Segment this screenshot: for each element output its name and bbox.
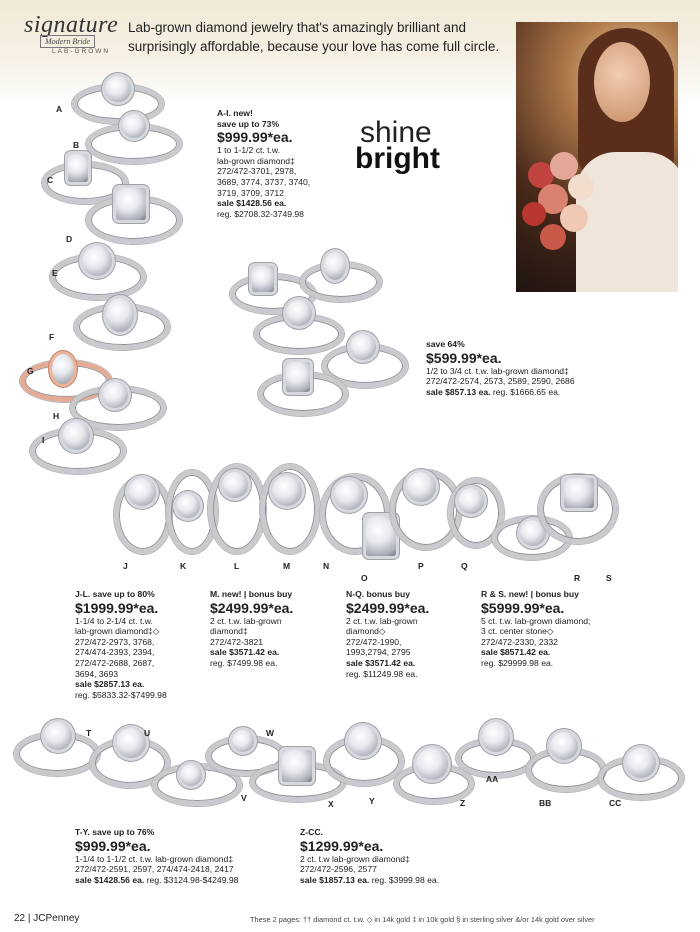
- offer-t-y: [75, 827, 295, 885]
- offer-j-l: [75, 589, 205, 700]
- offer-a-i-save: save up to 73%: [217, 118, 280, 129]
- offer-r-s-price: $5999.99*ea.: [481, 599, 565, 616]
- label-s: S: [606, 573, 612, 583]
- offer-n-q-line: diamond◇: [346, 626, 386, 637]
- label-f: F: [49, 332, 55, 342]
- brand-logo-script: signature: [24, 12, 119, 38]
- offer-n-q-label: N-Q. bonus buy: [346, 589, 410, 599]
- brand-logo-box: Modern Bride: [40, 35, 95, 48]
- headline-bright: bright: [355, 142, 440, 175]
- label-m: M: [283, 561, 291, 571]
- label-w: W: [266, 728, 275, 738]
- offer-m-line: diamond‡: [210, 626, 248, 637]
- label-u: U: [144, 728, 151, 738]
- offer-z-cc: [300, 827, 500, 885]
- label-l: L: [234, 561, 240, 571]
- offer-r-s-label: R & S. new! | bonus buy: [481, 589, 579, 599]
- offer-a-i-line: 3689, 3774, 3737, 3740,: [217, 176, 311, 187]
- offer-r-s-line: 5 ct. t.w. lab-grown diamond;: [481, 615, 591, 626]
- label-x: X: [328, 799, 334, 809]
- brand-logo-sub: LAB-GROWN: [52, 48, 111, 55]
- offer-n-q-line: 2 ct. t.w. lab-grown: [346, 615, 418, 626]
- label-c: C: [47, 175, 54, 185]
- offer-j-l-line: 1-1/4 to 2-1/4 ct. t.w.: [75, 615, 153, 626]
- label-p: P: [418, 561, 424, 571]
- label-q: Q: [461, 561, 468, 571]
- offer-a-i-line: 1 to 1-1/2 ct. t.w.: [217, 145, 281, 156]
- offer-a-i-line: 272/472-3701, 2978,: [217, 166, 297, 177]
- offer-a-i-line: lab-grown diamond‡: [217, 155, 295, 166]
- ring-group-save-64: [226, 248, 416, 424]
- label-cc: CC: [609, 798, 622, 808]
- offer-j-l-reg: reg. $5833.32-$7499.98: [75, 689, 167, 700]
- offer-r-s-line: 272/472-2330, 2332: [481, 636, 558, 647]
- headline-shine: shine: [360, 116, 432, 149]
- offer-r-s-reg: reg. $29999.98 ea.: [481, 657, 554, 668]
- offer-a-i-sale: sale $1428.56 ea.: [217, 198, 287, 209]
- offer-save-64-sale: sale $857.13 ea.: [426, 386, 491, 397]
- offer-m-line: 2 ct. t.w. lab-grown: [210, 615, 282, 626]
- offer-m-reg: reg. $7499.98 ea.: [210, 657, 278, 668]
- offer-save-64-line: 1/2 to 3/4 ct. t.w. lab-grown diamond‡: [426, 365, 569, 376]
- offer-n-q-line: 1993,2794, 2795: [346, 647, 411, 658]
- offer-r-s-sale: sale $8571.42 ea.: [481, 647, 551, 658]
- ring-group-t-cc: [10, 708, 690, 812]
- label-o: O: [361, 573, 368, 583]
- label-i: I: [42, 435, 45, 445]
- offer-t-y-label: T-Y. save up to 76%: [75, 827, 155, 837]
- offer-m-price: $2499.99*ea.: [210, 599, 294, 616]
- label-bb: BB: [539, 798, 552, 808]
- photo-face: [594, 42, 650, 122]
- offer-a-i-reg: reg. $2708.32-3749.98: [217, 208, 304, 219]
- offer-j-l-line: 3694, 3693: [75, 668, 119, 679]
- label-z: Z: [460, 798, 466, 808]
- offer-j-l-line: 272/472-2688, 2687,: [75, 657, 155, 668]
- offer-save-64-reg: reg. $1666.65 ea.: [492, 386, 561, 397]
- offer-a-i-line: 3719, 3709, 3712: [217, 187, 284, 198]
- offer-a-i-price: $999.99*ea.: [217, 129, 293, 146]
- offer-j-l-price: $1999.99*ea.: [75, 599, 159, 616]
- offer-z-cc-label: Z-CC.: [300, 827, 323, 837]
- offer-t-y-line: 1-1/4 to 1-1/2 ct. t.w. lab-grown diamond‡: [75, 853, 234, 864]
- offer-r-s-line: 3 ct. center stone◇: [481, 626, 554, 637]
- label-b: B: [73, 140, 80, 150]
- bride-photo: [516, 22, 678, 292]
- offer-j-l-line: 274/474-2393, 2394,: [75, 647, 155, 658]
- offer-j-l-label: J-L. save up to 80%: [75, 589, 155, 599]
- offer-save-64: [426, 339, 626, 397]
- offer-m-label: M. new! | bonus buy: [210, 589, 293, 599]
- label-n: N: [323, 561, 330, 571]
- label-a: A: [56, 104, 63, 114]
- label-v: V: [241, 793, 247, 803]
- offer-save-64-save: save 64%: [426, 339, 465, 349]
- label-y: Y: [369, 796, 375, 806]
- offer-n-q: [346, 589, 476, 679]
- offer-n-q-sale: sale $3571.42 ea.: [346, 657, 416, 668]
- label-h: H: [53, 411, 60, 421]
- offer-z-cc-line: 2 ct. t.w lab-grown diamond‡: [300, 853, 410, 864]
- page-footer: 22 | JCPenney: [14, 913, 80, 924]
- offer-j-l-line: lab-grown diamond‡◇: [75, 626, 160, 637]
- tagline: Lab-grown diamond jewelry that's amazingly brilliant and surprisingly affordable, because your love has come full circle.: [128, 20, 500, 54]
- label-k: K: [180, 561, 187, 571]
- footnote-legend: These 2 pages: †† diamond ct. t.w. ◇ in 14k gold ‡ in 10k gold § in sterling silver &/or 14k gold over silver: [250, 915, 595, 924]
- offer-z-cc-line: 272/472-2596, 2577: [300, 864, 377, 875]
- offer-m-sale: sale $3571.42 ea.: [210, 647, 280, 658]
- label-aa: AA: [486, 774, 499, 784]
- offer-t-y-price: $999.99*ea.: [75, 837, 151, 854]
- offer-t-y-reg: reg. $3124.98-$4249.98: [146, 874, 239, 885]
- offer-t-y-sale: sale $1428.56 ea.: [75, 874, 145, 885]
- offer-save-64-line: 272/472-2574, 2573, 2589, 2590, 2686: [426, 376, 575, 387]
- photo-bouquet: [520, 152, 600, 262]
- ring-group-j-s: [108, 458, 628, 570]
- offer-n-q-price: $2499.99*ea.: [346, 599, 430, 616]
- offer-a-i-label: A-I. new!: [217, 108, 253, 118]
- offer-z-cc-price: $1299.99*ea.: [300, 837, 384, 854]
- offer-j-l-sale: sale $2857.13 ea.: [75, 679, 145, 690]
- offer-a-i: [217, 108, 357, 219]
- offer-z-cc-reg: reg. $3999.98 ea.: [371, 874, 440, 885]
- ring-group-a-i: [20, 66, 200, 486]
- offer-n-q-reg: reg. $11249.98 ea.: [346, 668, 418, 679]
- offer-save-64-price: $599.99*ea.: [426, 349, 502, 366]
- offer-n-q-line: 272/472-1990,: [346, 636, 402, 647]
- offer-z-cc-sale: sale $1857.13 ea.: [300, 874, 370, 885]
- label-g: G: [27, 366, 34, 376]
- offer-r-s: [481, 589, 641, 669]
- label-d: D: [66, 234, 73, 244]
- offer-m: [210, 589, 340, 669]
- label-t: T: [86, 728, 92, 738]
- label-e: E: [52, 268, 58, 278]
- label-j: J: [123, 561, 128, 571]
- offer-t-y-line: 272/472-2591, 2597, 274/474-2418, 2417: [75, 864, 234, 875]
- label-r: R: [574, 573, 581, 583]
- offer-j-l-line: 272/472-2973, 3768,: [75, 636, 155, 647]
- offer-m-line: 272/472-3821: [210, 636, 264, 647]
